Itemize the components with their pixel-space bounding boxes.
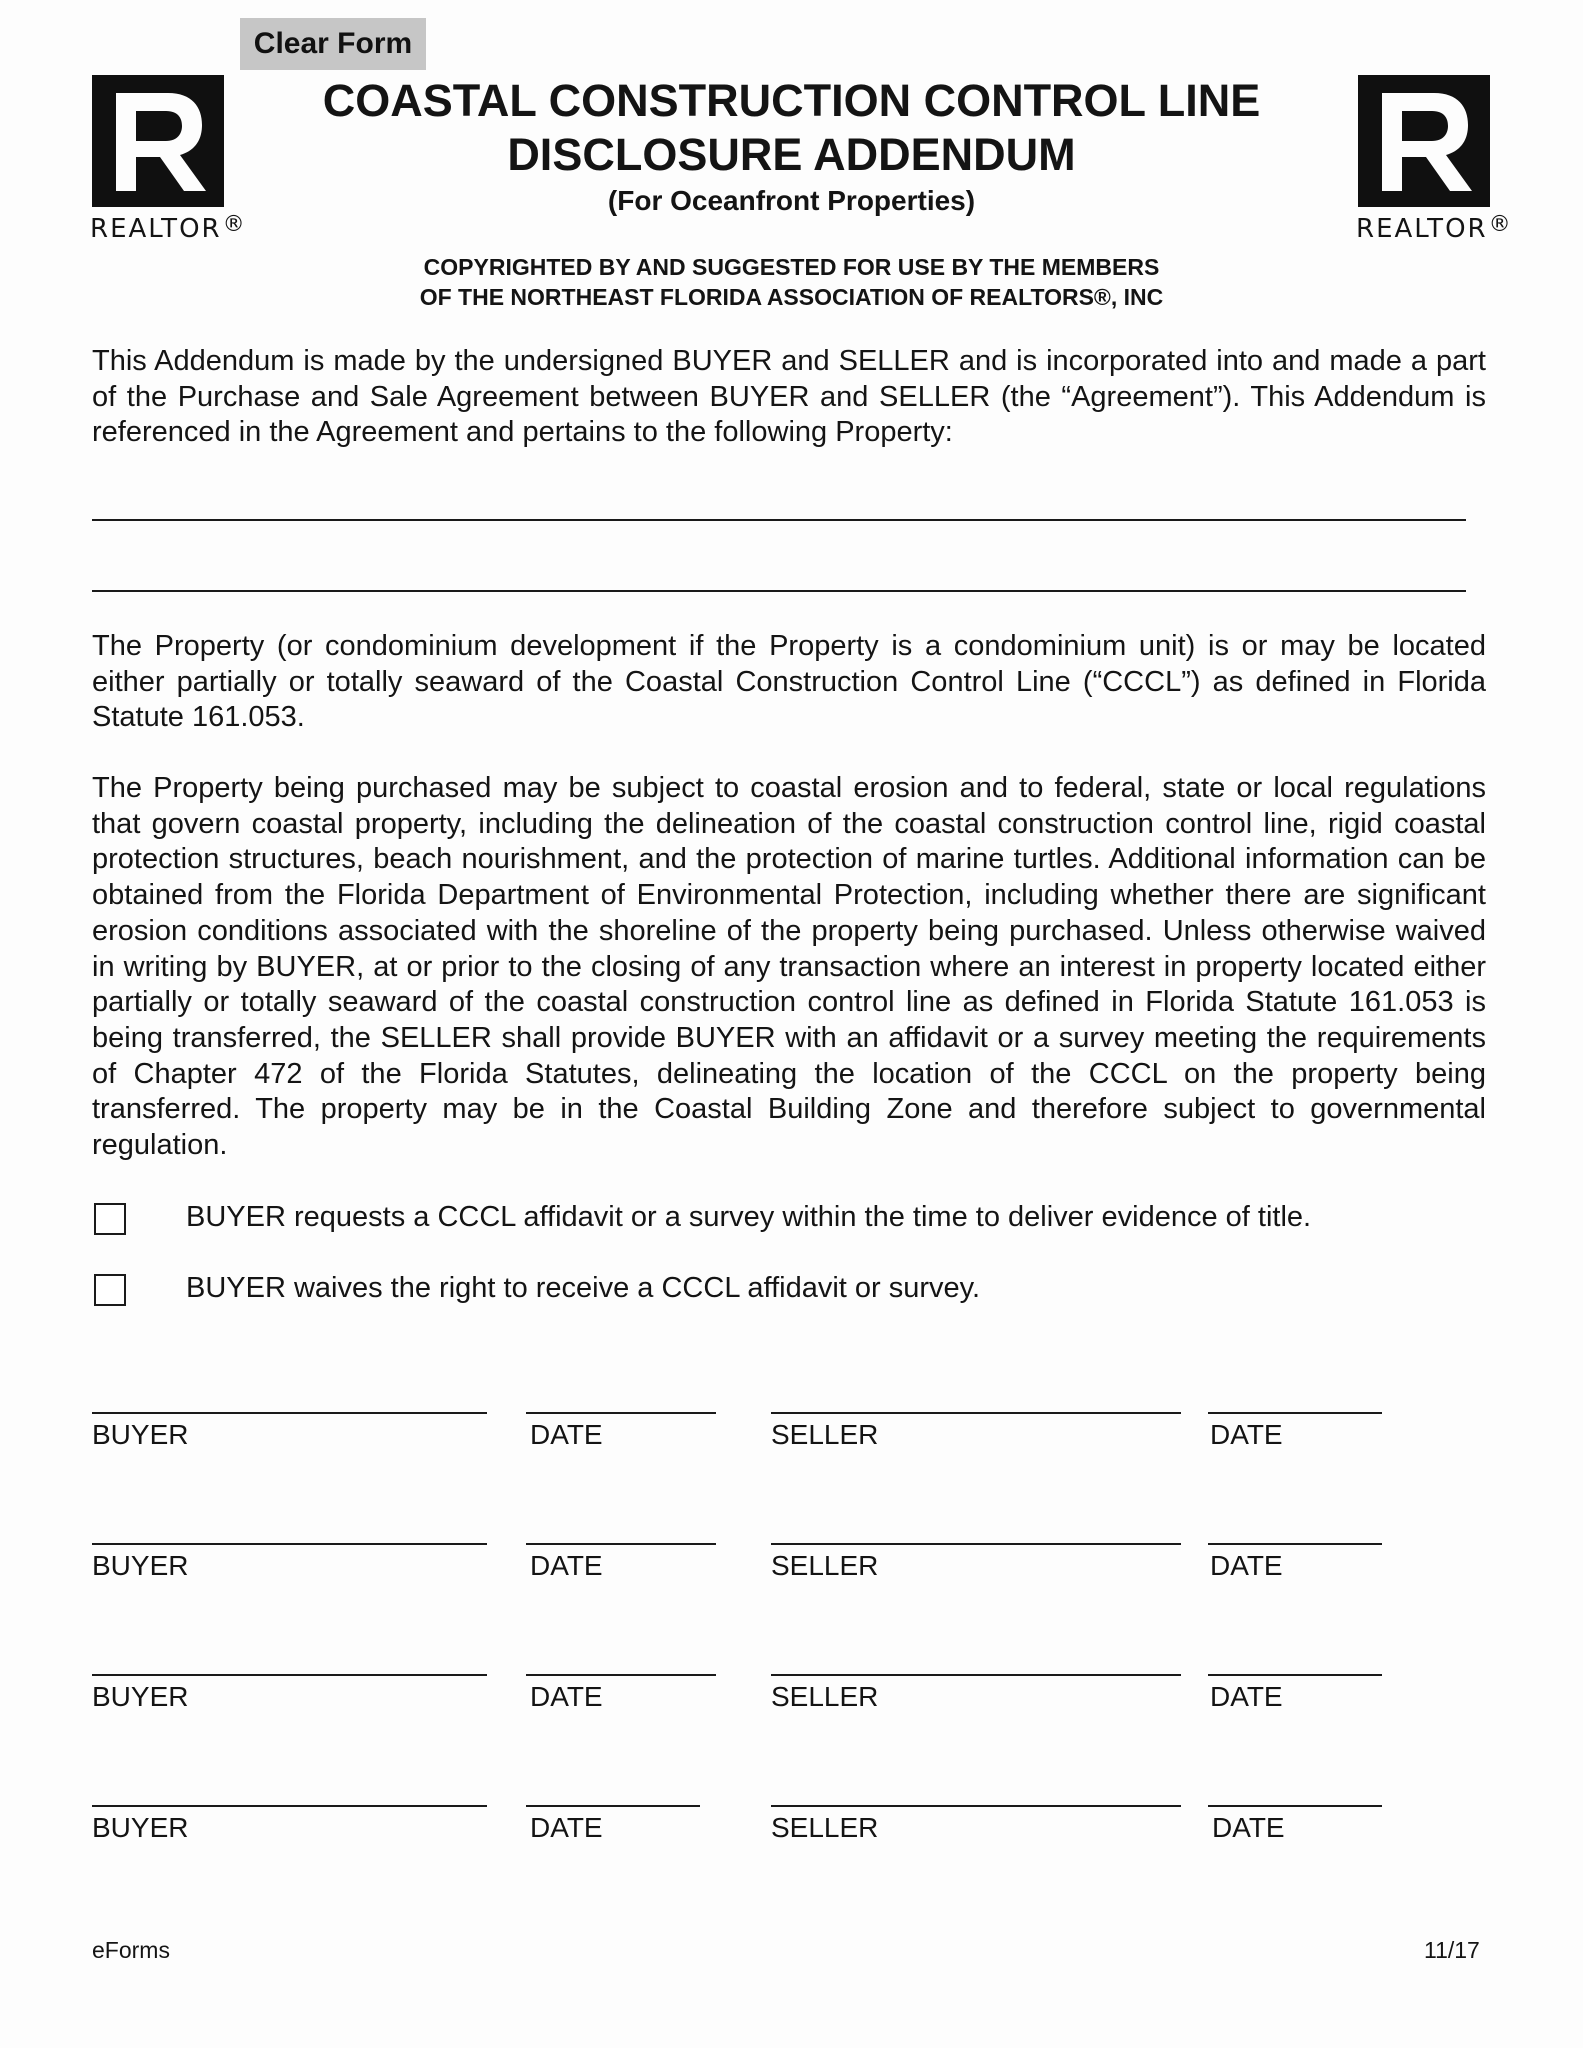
realtor-r-icon bbox=[1358, 75, 1490, 207]
buyer-date-line[interactable] bbox=[526, 1674, 716, 1676]
erosion-paragraph: The Property being purchased may be subject to coastal erosion and to federal, state or local regulations that govern coastal property, including the delineation of the coastal construction control line, rigid coastal protection structures, beach nourishment, and the protection of marine turtles. Additional information can be obtained from the Florida Department of Environmental Protection, including whether there are significant erosion conditions associated with the shoreline of the property being purchased. Unless otherwise waived in writing by BUYER, at or prior to the closing of any transaction where an interest in property located either partially or totally seaward of the coastal construction control line as defined in Florida Statute 161.053 is being transferred, the SELLER shall provide BUYER with an affidavit or a survey meeting the requirements of Chapter 472 of the Florida Statutes, delineating the location of the CCCL on the property being transferred. The property may be in the Coastal Building Zone and therefore subject to governmental regulation. bbox=[92, 772, 1486, 1162]
seller-label: SELLER bbox=[771, 1419, 879, 1450]
seller-date-label: DATE bbox=[1210, 1550, 1283, 1581]
seller-signature-line[interactable] bbox=[771, 1543, 1181, 1545]
footer-eforms: eForms bbox=[92, 1937, 170, 1963]
seller-label: SELLER bbox=[771, 1681, 879, 1712]
buyer-label: BUYER bbox=[92, 1812, 189, 1843]
property-line-1[interactable] bbox=[92, 519, 1466, 521]
buyer-signature-line[interactable] bbox=[92, 1805, 487, 1807]
document-subtitle: (For Oceanfront Properties) bbox=[607, 185, 976, 216]
buyer-date-line[interactable] bbox=[526, 1543, 716, 1545]
waive-cccl-label: BUYER waives the right to receive a CCCL affidavit or survey. bbox=[186, 1272, 981, 1304]
realtor-wordmark-left: REALTOR® bbox=[90, 212, 245, 244]
seller-signature-line[interactable] bbox=[771, 1674, 1181, 1676]
buyer-signature-line[interactable] bbox=[92, 1543, 487, 1545]
realtor-wordmark-right: REALTOR® bbox=[1356, 212, 1511, 244]
document-title-line2: DISCLOSURE ADDENDUM bbox=[507, 129, 1076, 180]
buyer-date-label: DATE bbox=[530, 1681, 603, 1712]
request-cccl-label: BUYER requests a CCCL affidavit or a survey within the time to deliver evidence of title. bbox=[186, 1201, 1312, 1233]
seller-date-line[interactable] bbox=[1208, 1412, 1382, 1414]
seller-date-line[interactable] bbox=[1208, 1543, 1382, 1545]
clear-form-button[interactable]: Clear Form bbox=[240, 18, 426, 70]
seller-date-line[interactable] bbox=[1208, 1674, 1382, 1676]
seller-date-line[interactable] bbox=[1208, 1805, 1382, 1807]
seller-signature-line[interactable] bbox=[771, 1412, 1181, 1414]
buyer-date-line[interactable] bbox=[526, 1805, 700, 1807]
buyer-signature-line[interactable] bbox=[92, 1674, 487, 1676]
property-line-2[interactable] bbox=[92, 590, 1466, 592]
waive-cccl-checkbox[interactable] bbox=[94, 1274, 126, 1306]
seller-signature-line[interactable] bbox=[771, 1805, 1181, 1807]
buyer-date-label: DATE bbox=[530, 1812, 603, 1843]
realtor-r-icon bbox=[92, 75, 224, 207]
buyer-date-line[interactable] bbox=[526, 1412, 716, 1414]
copyright-line2: OF THE NORTHEAST FLORIDA ASSOCIATION OF REALTORS®, INC bbox=[419, 284, 1164, 310]
copyright-line1: COPYRIGHTED BY AND SUGGESTED FOR USE BY THE MEMBERS bbox=[423, 254, 1160, 280]
seller-date-label: DATE bbox=[1212, 1812, 1285, 1843]
buyer-label: BUYER bbox=[92, 1681, 189, 1712]
realtor-logo-right bbox=[1358, 75, 1490, 207]
seller-label: SELLER bbox=[771, 1550, 879, 1581]
buyer-label: BUYER bbox=[92, 1419, 189, 1450]
footer-revision: 11/17 bbox=[1424, 1937, 1480, 1963]
buyer-date-label: DATE bbox=[530, 1550, 603, 1581]
buyer-label: BUYER bbox=[92, 1550, 189, 1581]
intro-paragraph: This Addendum is made by the undersigned BUYER and SELLER and is incorporated into and made a part of the Purchase and Sale Agreement between BUYER and SELLER (the “Agreement”). This Addendum is referenced in the Agreement and pertains to the following Property: bbox=[92, 345, 1486, 449]
request-cccl-checkbox[interactable] bbox=[94, 1203, 126, 1235]
cccl-paragraph: The Property (or condominium development if the Property is a condominium unit) is or may be located either partially or totally seaward of the Coastal Construction Control Line (“CCCL”) as defined in Florida Statute 161.053. bbox=[92, 630, 1486, 734]
seller-date-label: DATE bbox=[1210, 1681, 1283, 1712]
realtor-logo-left bbox=[92, 75, 224, 207]
document-title-line1: COASTAL CONSTRUCTION CONTROL LINE bbox=[322, 75, 1261, 126]
seller-label: SELLER bbox=[771, 1812, 879, 1843]
seller-date-label: DATE bbox=[1210, 1419, 1283, 1450]
buyer-date-label: DATE bbox=[530, 1419, 603, 1450]
buyer-signature-line[interactable] bbox=[92, 1412, 487, 1414]
